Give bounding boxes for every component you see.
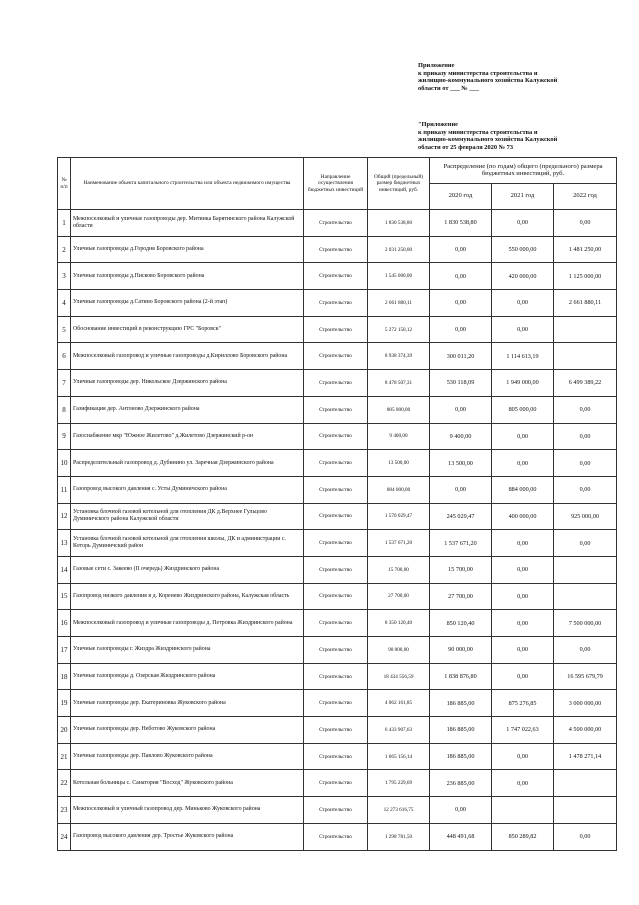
- col-header-2020: 2020 год: [430, 184, 492, 210]
- previous-appendix-line: жилищно-коммунального хозяйства Калужской: [418, 136, 558, 144]
- object-name-cell: Газопровод высокого давления с. Усты Думиничского района: [71, 476, 304, 503]
- table-row: [58, 823, 617, 850]
- direction-cell: Строительство: [304, 290, 368, 317]
- total-amount-cell: 5 272 150,12: [368, 316, 430, 343]
- direction-cell: Строительство: [304, 823, 368, 850]
- row-number: 18: [58, 663, 71, 690]
- amount-2021-cell: 850 289,82: [492, 823, 554, 850]
- table-row: [58, 263, 617, 290]
- object-name-cell: Межпоселковый и уличные газопроводы дер. Митинка Барятинского района Калужской области: [71, 210, 304, 237]
- object-name-cell: Газопровод низкого давления в д. Коренево Жиздринского района, Калужская область: [71, 583, 304, 610]
- amount-2020-cell: 245 029,47: [430, 503, 492, 530]
- table-row: [58, 423, 617, 450]
- direction-cell: Строительство: [304, 556, 368, 583]
- amount-2020-cell: 13 500,00: [430, 450, 492, 477]
- previous-appendix-line: области от 25 февраля 2020 № 73: [418, 143, 514, 151]
- table-row: [58, 556, 617, 583]
- amount-2020-cell: 9 400,00: [430, 423, 492, 450]
- col-header-name: Наименование объекта капитального строительства или объекта недвижимого имущества: [71, 158, 304, 210]
- total-amount-cell: 805 000,00: [368, 396, 430, 423]
- object-name-cell: Газификация дер. Антоново Дзержинского района: [71, 396, 304, 423]
- amount-2020-cell: 0,00: [430, 316, 492, 343]
- table-row: [58, 690, 617, 717]
- appendix-header-line: Приложение: [418, 62, 455, 69]
- direction-cell: Строительство: [304, 583, 368, 610]
- amount-2021-cell: 0,00: [492, 743, 554, 770]
- amount-2022-cell: [554, 316, 617, 343]
- amount-2021-cell: 0,00: [492, 423, 554, 450]
- row-number: 14: [58, 556, 71, 583]
- row-number: 5: [58, 316, 71, 343]
- object-name-cell: Распределительный газопровод д. Дубинино ул. Заречная Дзержинского района: [71, 450, 304, 477]
- amount-2022-cell: 1 125 000,00: [554, 263, 617, 290]
- row-number: 12: [58, 503, 71, 530]
- amount-2021-cell: 0,00: [492, 210, 554, 237]
- total-amount-cell: 1 665 156,14: [368, 743, 430, 770]
- amount-2021-cell: 1 747 022,63: [492, 717, 554, 744]
- amount-2022-cell: 0,00: [554, 637, 617, 664]
- amount-2022-cell: 0,00: [554, 450, 617, 477]
- total-amount-cell: 4 062 161,85: [368, 690, 430, 717]
- amount-2022-cell: 2 661 880,11: [554, 290, 617, 317]
- direction-cell: Строительство: [304, 210, 368, 237]
- object-name-cell: Межпоселковый газопровод и уличные газопроводы д. Петровка Жиздринского района: [71, 610, 304, 637]
- amount-2022-cell: 1 478 271,14: [554, 743, 617, 770]
- table-row: [58, 236, 617, 263]
- total-amount-cell: 12 273 616,75: [368, 797, 430, 824]
- amount-2020-cell: 530 118,09: [430, 370, 492, 397]
- object-name-cell: Межпоселковый и уличный газопровод дер. Миньково Жуковского района: [71, 797, 304, 824]
- direction-cell: Строительство: [304, 236, 368, 263]
- object-name-cell: Уличные газопроводы д.Писково Боровского района: [71, 263, 304, 290]
- col-header-total: Общий (предельный) размер бюджетных инвестиций, руб.: [368, 158, 430, 210]
- row-number: 11: [58, 476, 71, 503]
- row-number: 10: [58, 450, 71, 477]
- table-row: [58, 743, 617, 770]
- object-name-cell: Уличные газопроводы д.Городня Боровского района: [71, 236, 304, 263]
- total-amount-cell: 13 500,00: [368, 450, 430, 477]
- amount-2021-cell: 0,00: [492, 530, 554, 557]
- total-amount-cell: 18 434 556,59: [368, 663, 430, 690]
- previous-appendix-header: [418, 121, 557, 151]
- amount-2021-cell: 420 000,00: [492, 263, 554, 290]
- direction-cell: Строительство: [304, 797, 368, 824]
- table-row: [58, 583, 617, 610]
- object-name-cell: Уличные газопроводы дер. Неботово Жуковского района: [71, 717, 304, 744]
- object-name-cell: Уличные газопроводы г. Жиздра Жиздринского района: [71, 637, 304, 664]
- amount-2022-cell: 925 000,00: [554, 503, 617, 530]
- appendix-header: [418, 62, 557, 92]
- col-header-2021: 2021 год: [492, 184, 554, 210]
- direction-cell: Строительство: [304, 690, 368, 717]
- col-header-number: № п/п: [58, 158, 71, 210]
- amount-2022-cell: 16 595 679,79: [554, 663, 617, 690]
- investment-table: [57, 157, 617, 851]
- amount-2020-cell: 0,00: [430, 797, 492, 824]
- total-amount-cell: 8 478 507,31: [368, 370, 430, 397]
- amount-2021-cell: 0,00: [492, 663, 554, 690]
- amount-2020-cell: 27 700,00: [430, 583, 492, 610]
- row-number: 15: [58, 583, 71, 610]
- row-number: 1: [58, 210, 71, 237]
- total-amount-cell: 8 938 374,39: [368, 343, 430, 370]
- amount-2022-cell: 0,00: [554, 530, 617, 557]
- row-number: 6: [58, 343, 71, 370]
- total-amount-cell: 27 700,00: [368, 583, 430, 610]
- amount-2022-cell: [554, 770, 617, 797]
- direction-cell: Строительство: [304, 450, 368, 477]
- amount-2022-cell: 7 500 000,00: [554, 610, 617, 637]
- amount-2020-cell: 236 885,00: [430, 770, 492, 797]
- amount-2022-cell: [554, 343, 617, 370]
- amount-2021-cell: 0,00: [492, 290, 554, 317]
- direction-cell: Строительство: [304, 503, 368, 530]
- direction-cell: Строительство: [304, 610, 368, 637]
- previous-appendix-line: к приказу министерства строительства и: [418, 128, 538, 136]
- total-amount-cell: 2 661 880,11: [368, 290, 430, 317]
- table-row: [58, 503, 617, 530]
- row-number: 19: [58, 690, 71, 717]
- col-header-distribution: Распределение (по годам) общего (предельного) размера бюджетных инвестиций, руб.: [430, 158, 617, 184]
- object-name-cell: Газоснабжение мкр "Южное Жилетово" д.Жилетово Дзержинский р-он: [71, 423, 304, 450]
- amount-2020-cell: 0,00: [430, 396, 492, 423]
- amount-2020-cell: 448 491,68: [430, 823, 492, 850]
- object-name-cell: Газопровод высокого давления дер. Тростье Жуковского района: [71, 823, 304, 850]
- amount-2020-cell: 15 700,00: [430, 556, 492, 583]
- row-number: 13: [58, 530, 71, 557]
- total-amount-cell: 6 433 907,63: [368, 717, 430, 744]
- table-row: [58, 370, 617, 397]
- object-name-cell: Уличные газопроводы д.Сатино Боровского района (2-й этап): [71, 290, 304, 317]
- amount-2021-cell: 0,00: [492, 316, 554, 343]
- direction-cell: Строительство: [304, 316, 368, 343]
- amount-2020-cell: 1 838 876,80: [430, 663, 492, 690]
- amount-2021-cell: [492, 797, 554, 824]
- appendix-header-line: жилищно-коммунального хозяйства Калужской: [418, 77, 558, 85]
- direction-cell: Строительство: [304, 663, 368, 690]
- total-amount-cell: 9 400,00: [368, 423, 430, 450]
- amount-2022-cell: 0,00: [554, 476, 617, 503]
- col-header-direction: Направление осуществления бюджетных инвестиций: [304, 158, 368, 210]
- object-name-cell: Уличные газопроводы дер. Никольское Дзержинского района: [71, 370, 304, 397]
- direction-cell: Строительство: [304, 423, 368, 450]
- total-amount-cell: 884 000,00: [368, 476, 430, 503]
- amount-2020-cell: 186 885,00: [430, 690, 492, 717]
- amount-2022-cell: 0,00: [554, 396, 617, 423]
- table-row: [58, 637, 617, 664]
- amount-2021-cell: 0,00: [492, 450, 554, 477]
- amount-2022-cell: [554, 583, 617, 610]
- appendix-header-line: области от ___ № ___: [418, 84, 479, 92]
- direction-cell: Строительство: [304, 370, 368, 397]
- amount-2020-cell: 300 011,20: [430, 343, 492, 370]
- table-row: [58, 343, 617, 370]
- total-amount-cell: 1 537 671,20: [368, 530, 430, 557]
- amount-2022-cell: 4 500 000,00: [554, 717, 617, 744]
- table-body: [58, 210, 617, 851]
- object-name-cell: Газовые сети с. Закеево (II очередь) Жиздринского района: [71, 556, 304, 583]
- row-number: 17: [58, 637, 71, 664]
- amount-2021-cell: 0,00: [492, 610, 554, 637]
- amount-2020-cell: 186 885,00: [430, 743, 492, 770]
- table-row: [58, 530, 617, 557]
- amount-2020-cell: 0,00: [430, 236, 492, 263]
- table-row: [58, 610, 617, 637]
- total-amount-cell: 1 795 229,69: [368, 770, 430, 797]
- amount-2021-cell: 0,00: [492, 556, 554, 583]
- amount-2021-cell: 550 000,00: [492, 236, 554, 263]
- amount-2020-cell: 90 000,00: [430, 637, 492, 664]
- object-name-cell: Установка блочной газовой котельной для отопления ДК д.Верхнее Гульцово Думиничского района Калужской области: [71, 503, 304, 530]
- total-amount-cell: 1 545 000,00: [368, 263, 430, 290]
- direction-cell: Строительство: [304, 396, 368, 423]
- table-row: [58, 396, 617, 423]
- direction-cell: Строительство: [304, 743, 368, 770]
- amount-2021-cell: 1 114 613,19: [492, 343, 554, 370]
- table-row: [58, 476, 617, 503]
- previous-appendix-line: "Приложение: [418, 121, 458, 128]
- row-number: 20: [58, 717, 71, 744]
- direction-cell: Строительство: [304, 263, 368, 290]
- amount-2021-cell: 0,00: [492, 770, 554, 797]
- amount-2021-cell: 1 949 000,00: [492, 370, 554, 397]
- table-row: [58, 663, 617, 690]
- object-name-cell: Котельная больницы с. Санатория "Восход" Жуковского района: [71, 770, 304, 797]
- total-amount-cell: 1 570 029,47: [368, 503, 430, 530]
- amount-2020-cell: 0,00: [430, 290, 492, 317]
- amount-2020-cell: 0,00: [430, 476, 492, 503]
- amount-2020-cell: 186 885,00: [430, 717, 492, 744]
- amount-2022-cell: 0,00: [554, 210, 617, 237]
- row-number: 2: [58, 236, 71, 263]
- row-number: 9: [58, 423, 71, 450]
- amount-2022-cell: [554, 556, 617, 583]
- row-number: 4: [58, 290, 71, 317]
- amount-2021-cell: 400 000,00: [492, 503, 554, 530]
- amount-2022-cell: 3 000 000,00: [554, 690, 617, 717]
- total-amount-cell: 15 700,00: [368, 556, 430, 583]
- direction-cell: Строительство: [304, 343, 368, 370]
- amount-2020-cell: 850 120,40: [430, 610, 492, 637]
- amount-2022-cell: 1 481 250,00: [554, 236, 617, 263]
- row-number: 22: [58, 770, 71, 797]
- object-name-cell: Уличные газопроводы д. Озерская Жиздринского района: [71, 663, 304, 690]
- row-number: 24: [58, 823, 71, 850]
- total-amount-cell: 8 350 120,40: [368, 610, 430, 637]
- amount-2020-cell: 1 830 538,80: [430, 210, 492, 237]
- table-row: [58, 450, 617, 477]
- object-name-cell: Обоснование инвестиций в реконструкцию ГРС "Боровск": [71, 316, 304, 343]
- table-row: [58, 797, 617, 824]
- amount-2020-cell: 0,00: [430, 263, 492, 290]
- direction-cell: Строительство: [304, 717, 368, 744]
- object-name-cell: Уличные газопроводы дер. Павлово Жуковского района: [71, 743, 304, 770]
- total-amount-cell: 90 000,00: [368, 637, 430, 664]
- amount-2022-cell: 0,00: [554, 823, 617, 850]
- direction-cell: Строительство: [304, 476, 368, 503]
- table-row: [58, 290, 617, 317]
- table-row: [58, 717, 617, 744]
- amount-2022-cell: [554, 797, 617, 824]
- row-number: 3: [58, 263, 71, 290]
- amount-2021-cell: 884 000,00: [492, 476, 554, 503]
- direction-cell: Строительство: [304, 770, 368, 797]
- direction-cell: Строительство: [304, 637, 368, 664]
- row-number: 7: [58, 370, 71, 397]
- row-number: 21: [58, 743, 71, 770]
- row-number: 23: [58, 797, 71, 824]
- direction-cell: Строительство: [304, 530, 368, 557]
- amount-2022-cell: 6 499 389,22: [554, 370, 617, 397]
- col-header-2022: 2022 год: [554, 184, 617, 210]
- table-row: [58, 316, 617, 343]
- object-name-cell: Уличные газопроводы дер. Екатериновка Жуковского района: [71, 690, 304, 717]
- amount-2021-cell: 875 276,85: [492, 690, 554, 717]
- object-name-cell: Установка блочной газовой котельной для отопления школы, ДК и администрации с. Которь Думиничский район: [71, 530, 304, 557]
- row-number: 16: [58, 610, 71, 637]
- amount-2022-cell: 0,00: [554, 423, 617, 450]
- total-amount-cell: 2 031 250,00: [368, 236, 430, 263]
- object-name-cell: Межпоселковый газопровод и уличные газопроводы д.Кириллово Боровского района: [71, 343, 304, 370]
- table-row: [58, 210, 617, 237]
- table-row: [58, 770, 617, 797]
- amount-2021-cell: 0,00: [492, 583, 554, 610]
- total-amount-cell: 1 830 538,80: [368, 210, 430, 237]
- amount-2020-cell: 1 537 671,20: [430, 530, 492, 557]
- amount-2021-cell: 0,00: [492, 637, 554, 664]
- row-number: 8: [58, 396, 71, 423]
- appendix-header-line: к приказу министерства строительства и: [418, 69, 538, 77]
- total-amount-cell: 1 298 781,50: [368, 823, 430, 850]
- amount-2021-cell: 805 000,00: [492, 396, 554, 423]
